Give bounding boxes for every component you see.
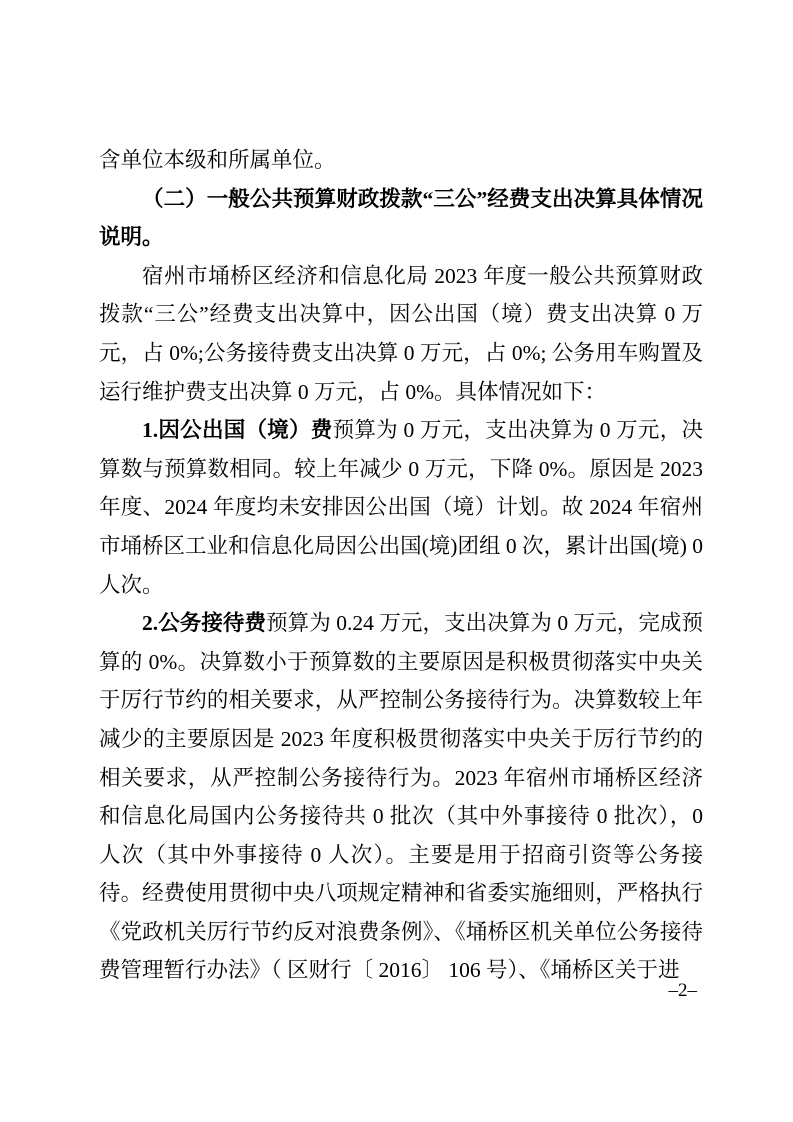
paragraph-item-2 <box>99 604 703 990</box>
paragraph-text: 含单位本级和所属单位。 <box>99 148 336 172</box>
paragraph-item-1 <box>99 411 703 604</box>
page-number: –2– <box>668 980 697 1001</box>
section-heading <box>99 180 703 257</box>
paragraph-text: 宿州市埇桥区经济和信息化局 2023 年度一般公共预算财政拨款“三公”经费支出决算中，因公出国（境）费支出决算 0 万元，占 0%;公务接待费支出决算 0 万元，占 0%; 公务用车购置及运行维护费支出决算 0 万元，占 0%。具体情况如下： <box>99 263 703 404</box>
paragraph-overview <box>99 257 703 411</box>
heading-text: （二）一般公共预算财政拨款“三公”经费支出决算具体情况说明。 <box>99 186 703 250</box>
paragraph-lead: 2.公务接待费 <box>142 611 267 636</box>
paragraph-text: 预算为 0 万元，支出决算为 0 万元，决算数与预算数相同。较上年减少 0 万元，下降 0%。原因是 2023 年度、2024 年度均未安排因公出国（境）计划。故 2024 年宿州市埇桥区工业和信息化局因公出国(境)团组 0 次，累计出国(境) 0 人次。 <box>99 418 703 597</box>
paragraph-text: 预算为 0.24 万元，支出决算为 0 万元，完成预算的 0%。决算数小于预算数的主要原因是积极贯彻落实中央关于厉行节约的相关要求，从严控制公务接待行为。决算数较上年减少的主要原因是 2023 年度积极贯彻落实中央关于厉行节约的相关要求，从严控制公务接待行为。2023 年宿州市埇桥区经济和信息化局国内公务接待共 0 批次（其中外事接待 0 批次），0 人次（其中外事接待 0 人次）。主要是用于招商引资等公务接待。经费使用贯彻中央八项规定精神和省委实施细则，严格执行《党政机关厉行节约反对浪费条例》、《埇桥区机关单位公务接待费管理暂行办法》（ 区财行〔 2016〕 106 号）、《埇桥区关于进 <box>99 611 703 983</box>
paragraph-lead: 1.因公出国（境）费 <box>142 418 333 443</box>
paragraph-continuation <box>99 141 703 180</box>
document-content <box>99 141 703 990</box>
